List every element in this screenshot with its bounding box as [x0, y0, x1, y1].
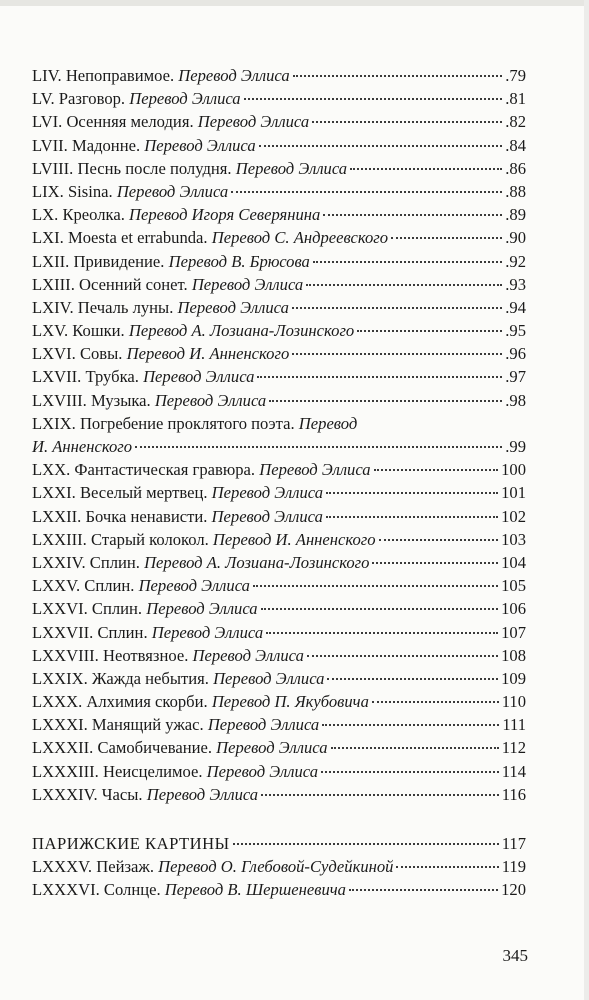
- toc-entry: [32, 66, 526, 89]
- entry-page-number: 119: [501, 857, 526, 877]
- entry-number: LIV.: [32, 66, 62, 85]
- dot-leader: [372, 562, 498, 564]
- entry-text: [32, 66, 290, 86]
- entry-text: [32, 182, 228, 202]
- entry-title: Неисцелимое.: [102, 761, 203, 781]
- entry-title: Сплин.: [97, 622, 148, 642]
- entry-text: [32, 738, 328, 758]
- table-of-contents: [32, 66, 526, 904]
- entry-page-number: .82: [505, 112, 526, 132]
- entry-translator: Перевод Эллиса: [191, 274, 304, 294]
- entry-page-number: .96: [505, 344, 526, 364]
- entry-number: LXXXIV.: [32, 784, 98, 804]
- dot-leader: [312, 121, 502, 123]
- entry-text: [32, 669, 324, 689]
- dot-leader: [307, 655, 498, 657]
- dot-leader: [135, 446, 502, 448]
- entry-text: [32, 228, 388, 248]
- toc-entry: [32, 507, 526, 530]
- section-gap: [32, 808, 526, 834]
- entry-title: Печаль луны.: [77, 297, 174, 317]
- toc-entry: [32, 738, 526, 761]
- toc-entry: [32, 762, 526, 785]
- entry-translator: Перевод Эллиса: [177, 297, 289, 317]
- entry-translator: Перевод Эллиса: [129, 89, 241, 109]
- entry-translator: Перевод А. Лозиана-Лозинского: [144, 552, 370, 572]
- entry-number: LXXXI.: [32, 715, 88, 735]
- toc-entry: [32, 715, 526, 738]
- toc-entry: [32, 530, 526, 553]
- entry-title: Привидение.: [73, 251, 165, 271]
- toc-entry: [32, 553, 526, 576]
- dot-leader: [374, 469, 499, 471]
- entry-text: [32, 159, 347, 179]
- entry-translator: Перевод Эллиса: [178, 66, 290, 85]
- entry-page-number: 111: [502, 715, 526, 735]
- toc-entry: [32, 414, 526, 437]
- dot-leader: [261, 794, 499, 796]
- entry-number: LIX.: [32, 181, 64, 201]
- toc-entry: [32, 460, 526, 483]
- page-edge-top: [0, 0, 589, 6]
- entry-translator: Перевод Эллиса: [144, 135, 256, 155]
- entry-translator: Перевод В. Шершеневича: [164, 880, 346, 900]
- entry-text: [32, 553, 369, 573]
- toc-entry: [32, 391, 526, 414]
- entry-translator: Перевод Эллиса: [146, 784, 259, 804]
- entry-page-number: 100: [501, 460, 526, 480]
- entry-translator: Перевод И. Анненского: [126, 344, 290, 364]
- entry-number: LXX.: [32, 460, 71, 480]
- entry-text: [32, 252, 310, 272]
- entry-page-number: 120: [501, 880, 526, 900]
- entry-text: [32, 367, 254, 387]
- entry-title: Неотвязное.: [102, 645, 189, 665]
- toc-entry: [32, 228, 526, 251]
- entry-page-number: 108: [501, 645, 526, 665]
- entry-number: LXIII.: [32, 274, 75, 294]
- entry-title: Самобичевание.: [97, 738, 212, 758]
- toc-entry: [32, 89, 526, 112]
- entry-page-number: 112: [501, 738, 526, 758]
- entry-number: LXVII.: [32, 367, 82, 387]
- entry-title: Креолка.: [62, 205, 125, 225]
- entry-translator: Перевод О. Глебовой-Судейкиной: [158, 857, 394, 877]
- section-entries: [32, 857, 526, 903]
- toc-entry: [32, 182, 526, 205]
- entry-page-number: .81: [505, 89, 526, 109]
- toc-entry: [32, 623, 526, 646]
- entry-title: Непоправимое.: [65, 66, 175, 85]
- toc-entry: [32, 785, 526, 808]
- entry-text: [32, 205, 320, 225]
- entry-text: [32, 112, 309, 132]
- entry-number: LXIX.: [32, 413, 76, 433]
- dot-leader: [326, 492, 498, 494]
- entry-title: Moesta et errabunda.: [67, 228, 208, 248]
- dot-leader: [253, 585, 498, 587]
- entry-title: Старый колокол.: [91, 529, 209, 549]
- dot-leader: [322, 724, 499, 726]
- entry-number: LXXII.: [32, 506, 82, 526]
- entry-page-number: 102: [501, 506, 526, 526]
- entry-title: Веселый мертвец.: [79, 483, 208, 503]
- dot-leader: [257, 376, 502, 378]
- toc-entry: [32, 646, 526, 669]
- entry-text: [32, 857, 393, 877]
- toc-entry: [32, 483, 526, 506]
- entry-title: Сплин.: [84, 576, 135, 596]
- section-heading-row: [32, 834, 526, 857]
- dot-leader: [323, 214, 502, 216]
- entry-number: LXXXIII.: [32, 761, 99, 781]
- entry-translator: Перевод Эллиса: [211, 483, 324, 503]
- dot-leader: [349, 889, 498, 891]
- entry-text: [32, 344, 289, 364]
- entry-translator: Перевод Эллиса: [192, 645, 304, 665]
- entry-page-number: 106: [501, 599, 526, 619]
- entry-text: [32, 507, 323, 527]
- dot-leader: [293, 75, 503, 77]
- entry-title: Пейзаж.: [96, 857, 155, 877]
- entry-translator: Перевод Эллиса: [143, 367, 255, 387]
- entry-page-number: .92: [505, 251, 526, 271]
- entry-title: Сплин.: [91, 599, 143, 619]
- dot-leader: [292, 353, 502, 355]
- entry-number: LV.: [32, 89, 55, 109]
- toc-entry: [32, 576, 526, 599]
- entry-page-number: 104: [501, 552, 526, 572]
- folio-page-number: 345: [502, 946, 528, 965]
- entry-title: Бочка ненависти.: [85, 506, 208, 526]
- toc-entry-continuation: [32, 437, 526, 460]
- entry-text: [32, 785, 258, 805]
- entry-number: LXXIII.: [32, 529, 87, 549]
- entry-translator: Перевод Эллиса: [207, 715, 320, 735]
- dot-leader: [261, 608, 499, 610]
- entry-text: [32, 576, 250, 596]
- entry-title: Кошки.: [72, 321, 125, 341]
- entry-text: [32, 321, 354, 341]
- entry-number: LXII.: [32, 251, 70, 271]
- entry-translator: Перевод Эллиса: [211, 506, 323, 526]
- dot-leader: [266, 632, 498, 634]
- entry-title: Погребение проклятого поэта.: [79, 413, 295, 433]
- entry-translator: Перевод Эллиса: [197, 112, 310, 132]
- entry-title: Совы.: [79, 344, 123, 364]
- entry-translator: Перевод Эллиса: [146, 599, 258, 619]
- entry-page-number: 107: [501, 622, 526, 642]
- entry-text: [32, 715, 319, 735]
- entry-translator: Перевод Эллиса: [154, 390, 267, 410]
- entry-page-number: 103: [501, 529, 526, 549]
- entry-number: LXXVII.: [32, 622, 94, 642]
- entry-title: Сплин.: [89, 552, 140, 572]
- entry-text: [32, 414, 357, 434]
- entry-text: [32, 880, 346, 900]
- entry-title: Музыка.: [91, 390, 151, 410]
- entry-number: LXXI.: [32, 483, 76, 503]
- dot-leader: [269, 400, 502, 402]
- entry-number: LXXIX.: [32, 668, 88, 688]
- entry-title: Часы.: [101, 784, 143, 804]
- entry-number: LXXXII.: [32, 738, 94, 758]
- toc-entry: [32, 692, 526, 715]
- toc-entry: [32, 669, 526, 692]
- entry-number: LXXV.: [32, 576, 81, 596]
- entry-number: LX.: [32, 205, 59, 225]
- entry-number: LXI.: [32, 228, 64, 248]
- page-edge-right: [584, 0, 589, 1000]
- entry-page-number: .79: [505, 66, 526, 85]
- toc-entry: [32, 298, 526, 321]
- entry-translator: Перевод Эллиса: [259, 460, 371, 480]
- entry-number: LXXXV.: [32, 857, 93, 877]
- dot-leader: [259, 145, 503, 147]
- section-heading: ПАРИЖСКИЕ КАРТИНЫ: [32, 834, 230, 853]
- entry-title: Мадонне.: [71, 135, 141, 155]
- entry-number: LXVIII.: [32, 390, 87, 410]
- toc-entry: [32, 136, 526, 159]
- dot-leader: [391, 237, 502, 239]
- section-page-number: 117: [501, 834, 526, 853]
- entry-title: Sisina.: [67, 181, 113, 201]
- entry-number: LXV.: [32, 321, 69, 341]
- entry-page-number: 110: [501, 692, 526, 712]
- entry-page-number: .99: [505, 437, 526, 456]
- entry-number: LVI.: [32, 112, 63, 132]
- toc-entry: [32, 857, 526, 880]
- toc-entry: [32, 344, 526, 367]
- entry-page-number: .95: [505, 321, 526, 341]
- entry-text: [32, 530, 376, 550]
- entry-page-number: 109: [501, 668, 526, 688]
- entry-number: LXXIV.: [32, 552, 86, 572]
- entry-page-number: .93: [505, 274, 526, 294]
- entry-number: LXXVIII.: [32, 645, 99, 665]
- entry-page-number: 114: [501, 761, 526, 781]
- entry-page-number: .89: [505, 205, 526, 225]
- entry-number: LXVI.: [32, 344, 76, 364]
- entry-translator: Перевод Эллиса: [213, 668, 325, 688]
- dot-leader: [379, 539, 499, 541]
- entry-title: Осенняя мелодия.: [66, 112, 194, 132]
- dot-leader: [331, 747, 499, 749]
- dot-leader: [292, 307, 502, 309]
- entry-title: Разговор.: [58, 89, 126, 109]
- toc-entry: [32, 599, 526, 622]
- entry-text: [32, 646, 304, 666]
- dot-leader: [327, 678, 498, 680]
- entry-translator: Перевод Эллиса: [235, 158, 348, 178]
- entry-text: [32, 136, 256, 156]
- entry-translator: Перевод С. Андреевского: [211, 228, 389, 248]
- toc-entry: [32, 321, 526, 344]
- entry-translator: Перевод Эллиса: [216, 738, 328, 758]
- entry-translator: Перевод Эллиса: [206, 761, 319, 781]
- entry-translator-continuation: И. Анненского: [32, 437, 133, 456]
- entry-page-number: .94: [505, 297, 526, 317]
- entry-translator: Перевод И. Анненского: [212, 529, 376, 549]
- toc-entry: [32, 205, 526, 228]
- toc-entry: [32, 880, 526, 903]
- entry-number: LXXVI.: [32, 599, 88, 619]
- entry-page-number: 116: [501, 784, 526, 804]
- entry-translator: Перевод Игоря Северянина: [129, 205, 321, 225]
- entry-text: [32, 460, 371, 480]
- entry-text: [32, 599, 258, 619]
- entry-page-number: 105: [501, 576, 526, 596]
- entry-title: Песнь после полудня.: [77, 158, 232, 178]
- entry-text: [32, 692, 369, 712]
- dot-leader: [321, 771, 499, 773]
- entry-number: LXIV.: [32, 297, 74, 317]
- entry-title: Трубка.: [85, 367, 139, 387]
- entry-translator: Перевод В. Брюсова: [168, 251, 310, 271]
- entry-translator: Перевод А. Лозиана-Лозинского: [128, 321, 355, 341]
- entry-page-number: .84: [505, 135, 526, 155]
- entry-title: Фантастическая гравюра.: [74, 460, 256, 480]
- entry-translator: Перевод П. Якубовича: [211, 692, 369, 712]
- dot-leader: [231, 191, 502, 193]
- entry-title: Жажда небытия.: [91, 668, 209, 688]
- entry-page-number: 101: [501, 483, 526, 503]
- entry-number: LXXX.: [32, 692, 83, 712]
- entry-number: LXXXVI.: [32, 880, 100, 900]
- dot-leader: [396, 866, 498, 868]
- entry-translator: Перевод: [298, 413, 358, 433]
- entry-number: LVIII.: [32, 158, 74, 178]
- toc-entry: [32, 367, 526, 390]
- toc-entry: [32, 159, 526, 182]
- entry-page-number: .88: [505, 181, 526, 201]
- entry-page-number: .98: [505, 390, 526, 410]
- entry-text: [32, 298, 289, 318]
- entry-text: [32, 275, 303, 295]
- toc-entry: [32, 112, 526, 135]
- entry-title: Манящий ужас.: [91, 715, 204, 735]
- entry-title: Солнце.: [103, 880, 161, 900]
- entry-title: Алхимия скорби.: [86, 692, 208, 712]
- entry-text: [32, 483, 323, 503]
- entry-text: [32, 623, 263, 643]
- dot-leader: [233, 843, 499, 845]
- entry-text: [32, 391, 266, 411]
- entry-translator: Перевод Эллиса: [151, 622, 264, 642]
- entry-page-number: .97: [505, 367, 526, 387]
- toc-entry: [32, 252, 526, 275]
- toc-entries: [32, 66, 526, 808]
- dot-leader: [350, 168, 502, 170]
- dot-leader: [244, 98, 503, 100]
- entry-translator: Перевод Эллиса: [116, 181, 229, 201]
- entry-page-number: .86: [505, 158, 526, 178]
- entry-translator: Перевод Эллиса: [138, 576, 250, 596]
- entry-text: [32, 762, 318, 782]
- entry-number: LVII.: [32, 135, 68, 155]
- dot-leader: [372, 701, 499, 703]
- dot-leader: [357, 330, 502, 332]
- toc-entry: [32, 275, 526, 298]
- dot-leader: [326, 516, 498, 518]
- entry-text: [32, 89, 241, 109]
- dot-leader: [306, 284, 502, 286]
- dot-leader: [313, 261, 502, 263]
- entry-title: Осенний сонет.: [79, 274, 188, 294]
- entry-page-number: .90: [505, 228, 526, 248]
